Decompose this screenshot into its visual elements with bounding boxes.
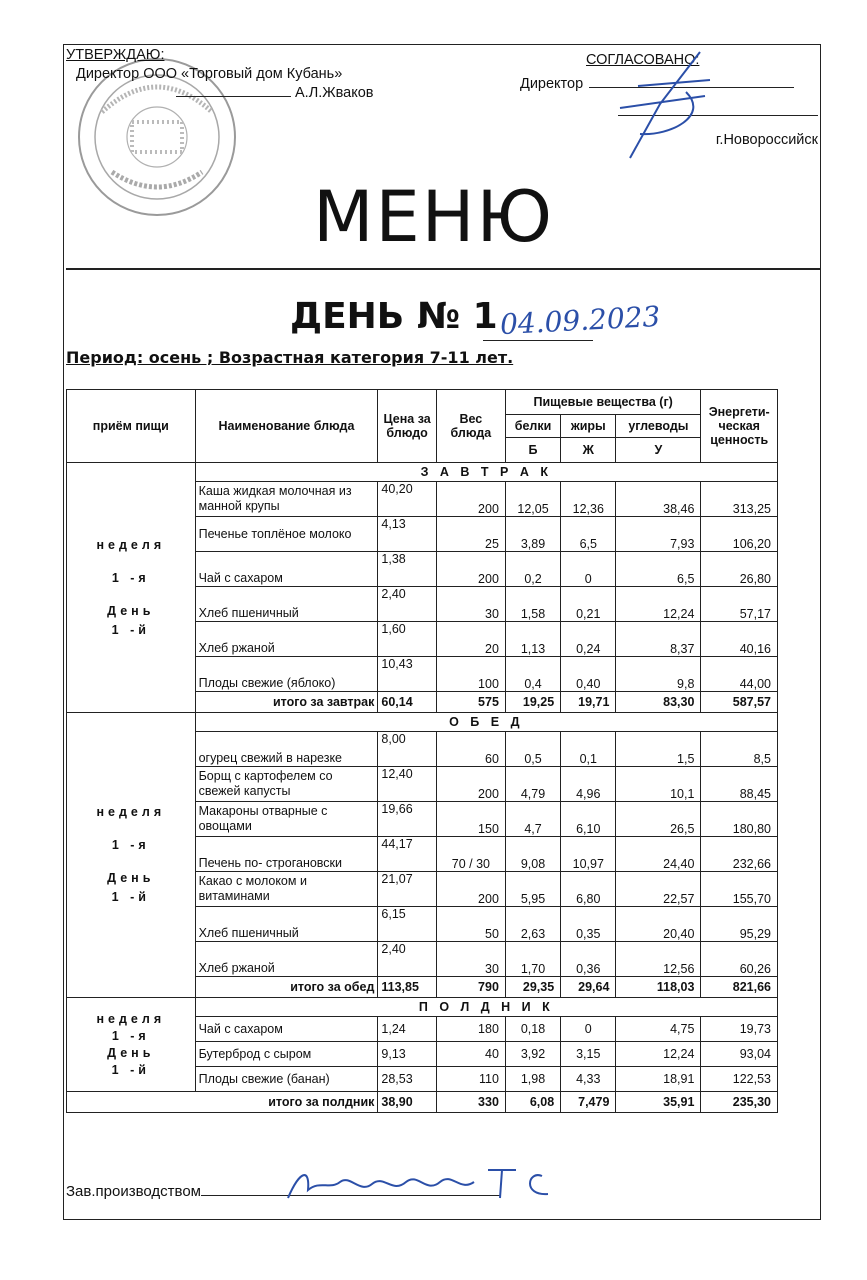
approver-name: А.Л.Жваков (295, 85, 374, 101)
table-row: Печенье топлёное молоко 4,13 25 3,89 6,5 7,93 106,20 (67, 517, 778, 552)
handwritten-date: 04.09.2023 (499, 299, 662, 342)
page-title: МЕНЮ (313, 176, 554, 258)
header-nutrients: Пищевые вещества (г) (505, 390, 701, 415)
week-label: неделя (96, 1011, 166, 1026)
title-divider (66, 268, 821, 270)
header-name: Наименование блюда (195, 390, 378, 463)
lunch-total-row: итого за обед 113,85 790 29,35 29,64 118,03 821,66 (67, 977, 778, 998)
table-row: Хлеб пшеничный 2,40 30 1,58 0,21 12,24 57,17 (67, 587, 778, 622)
header-energy: Энергети-ческая ценность (701, 390, 778, 463)
agreed-director: Директор (520, 76, 584, 92)
table-row: Каша жидкая молочная из манной крупы 40,20 200 12,05 12,36 38,46 313,25 (67, 482, 778, 517)
period-info: Период: осень ; Возрастная категория 7-11 лет. (66, 348, 514, 367)
snack-total-row: итого за полдник 38,90 330 6,08 7,479 35,91 235,30 (67, 1092, 778, 1113)
table-row: Чай с сахаром 1,38 200 0,2 0 6,5 26,80 (67, 552, 778, 587)
table-row: Печень по- строгановски 44,17 70 / 30 9,08 10,97 24,40 232,66 (67, 837, 778, 872)
table-row: Хлеб ржаной 2,40 30 1,70 0,36 12,56 60,26 (67, 942, 778, 977)
breakfast-title: З А В Т Р А К (195, 463, 777, 482)
week-label: неделя (96, 805, 166, 819)
agreed-label: СОГЛАСОВАНО: (586, 52, 700, 68)
header-fats: жиры (561, 415, 616, 438)
table-row: Чай с сахаром 1,24 180 0,18 0 4,75 19,73 (67, 1017, 778, 1042)
header-carbs: углеводы (616, 415, 701, 438)
day-label: ДЕНЬ № 1 (290, 296, 498, 337)
week-num: 1 -я (111, 1028, 150, 1043)
week-num: 1 -я (111, 570, 150, 585)
approval-block (66, 46, 374, 103)
breakfast-total-row: итого за завтрак 60,14 575 19,25 19,71 83,30 587,57 (67, 692, 778, 713)
lunch-title: О Б Е Д (195, 713, 777, 732)
header-u: У (616, 437, 701, 462)
header-weight: Вес блюда (436, 390, 505, 463)
table-row: Хлеб пшеничный 6,15 50 2,63 0,35 20,40 95,29 (67, 907, 778, 942)
header-j: Ж (561, 437, 616, 462)
menu-table (66, 389, 778, 1113)
production-head-signature (280, 1160, 570, 1210)
table-row: Бутерброд с сыром 9,13 40 3,92 3,15 12,24 93,04 (67, 1042, 778, 1067)
day-word: День (107, 1045, 155, 1060)
approve-label: УТВЕРЖДАЮ: (66, 47, 165, 63)
day-word: День (107, 871, 155, 885)
lunch-meal-cell (67, 713, 196, 998)
table-row: Хлеб ржаной 1,60 20 1,13 0,24 8,37 40,16 (67, 622, 778, 657)
table-row: Плоды свежие (яблоко) 10,43 100 0,4 0,40 9,8 44,00 (67, 657, 778, 692)
day-word: День (107, 603, 155, 618)
table-row: Плоды свежие (банан) 28,53 110 1,98 4,33 18,91 122,53 (67, 1067, 778, 1092)
snack-title: П О Л Д Н И К (195, 998, 777, 1017)
day-num: 1 -й (111, 890, 150, 904)
week-label: неделя (96, 537, 166, 552)
breakfast-meal-cell (67, 463, 196, 713)
day-num: 1 -й (111, 1062, 150, 1077)
table-row: огурец свежий в нарезке 8,00 60 0,5 0,1 1,5 8,5 (67, 732, 778, 767)
header-meal: приём пищи (67, 390, 196, 463)
snack-meal-cell (67, 998, 196, 1092)
production-head-label: Зав.производством (66, 1183, 201, 1200)
approver-title: Директор ООО «Торговый дом Кубань» (76, 66, 343, 82)
week-num: 1 -я (111, 838, 150, 852)
date-line (483, 340, 593, 341)
signature-line (176, 96, 291, 97)
city: г.Новороссийск (715, 132, 818, 148)
director-signature (600, 46, 720, 166)
header-b: Б (505, 437, 560, 462)
table-row: Борщ с картофелем со свежей капусты 12,40 200 4,79 4,96 10,1 88,45 (67, 767, 778, 802)
day-num: 1 -й (111, 622, 150, 637)
table-row: Какао с молоком и витаминами 21,07 200 5,95 6,80 22,57 155,70 (67, 872, 778, 907)
header-proteins: белки (505, 415, 560, 438)
table-row: Макароны отварные с овощами 19,66 150 4,7 6,10 26,5 180,80 (67, 802, 778, 837)
header-price: Цена за блюдо (378, 390, 436, 463)
